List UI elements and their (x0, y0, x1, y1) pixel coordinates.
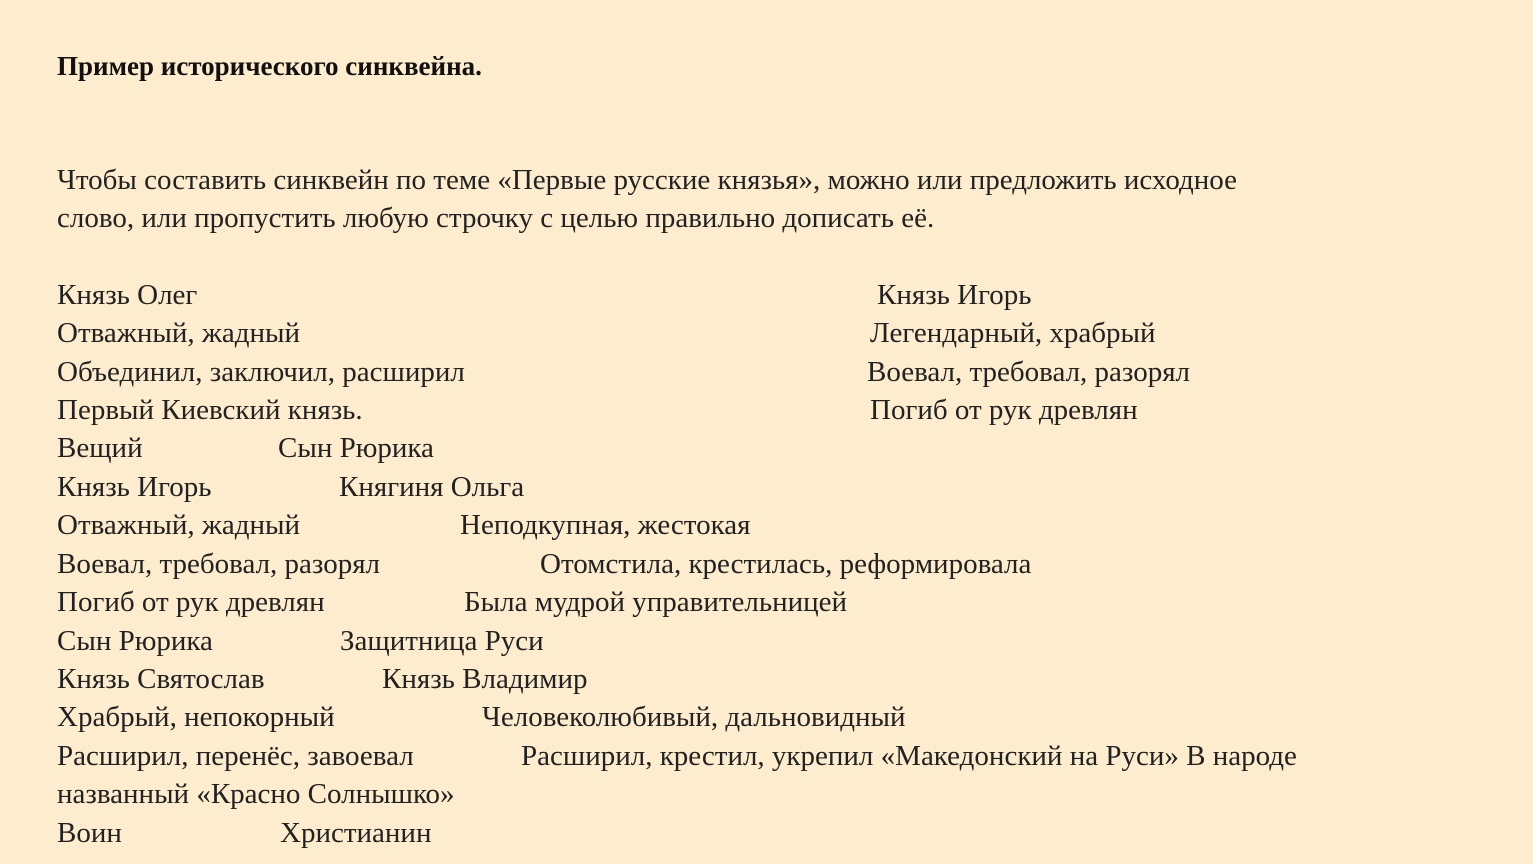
igor-right-line-3: Воевал, требовал, разорял (867, 356, 1191, 388)
oleg-line-2: Отважный, жадный (57, 317, 301, 349)
igor-right-line-2: Легендарный, храбрый (870, 317, 1156, 349)
oleg-line-5: Вещий (57, 432, 143, 464)
vladimir-line-5: Христианин (280, 817, 432, 849)
igor-right-line-1: Князь Игорь (877, 279, 1032, 311)
igor-line-5: Сын Рюрика (57, 625, 213, 657)
oleg-line-5b: Сын Рюрика (278, 432, 434, 464)
oleg-line-1: Князь Олег (57, 279, 198, 311)
svyatoslav-line-1: Князь Святослав (57, 663, 265, 695)
olga-line-5: Защитница Руси (340, 625, 544, 657)
vladimir-line-4: названный «Красно Солнышко» (57, 778, 455, 810)
svyatoslav-line-3: Расширил, перенёс, завоевал (57, 740, 414, 772)
olga-line-2: Неподкупная, жестокая (460, 509, 751, 541)
vladimir-line-2: Человеколюбивый, дальновидный (482, 701, 906, 733)
olga-line-1: Княгиня Ольга (339, 471, 525, 503)
oleg-line-3: Объединил, заключил, расширил (57, 356, 465, 388)
olga-line-3: Отомстила, крестилась, реформировала (540, 548, 1032, 580)
igor-line-1: Князь Игорь (57, 471, 212, 503)
intro-line-1: Чтобы составить синквейн по теме «Первые русские князья», можно или предложить исходное (57, 164, 1237, 196)
svyatoslav-line-5: Воин (57, 817, 122, 849)
igor-line-3: Воевал, требовал, разорял (57, 548, 381, 580)
igor-right-line-4: Погиб от рук древлян (870, 394, 1138, 426)
olga-line-4: Была мудрой управительницей (464, 586, 848, 618)
igor-line-4: Погиб от рук древлян (57, 586, 325, 618)
vladimir-line-1: Князь Владимир (382, 663, 588, 695)
page-title: Пример исторического синквейна. (57, 51, 482, 81)
oleg-line-4: Первый Киевский князь. (57, 394, 363, 426)
intro-line-2: слово, или пропустить любую строчку с целью правильно дописать её. (57, 202, 935, 234)
igor-line-2: Отважный, жадный (57, 509, 301, 541)
vladimir-line-3: Расширил, крестил, укрепил «Македонский на Руси» В народе (521, 740, 1297, 772)
svyatoslav-line-2: Храбрый, непокорный (57, 701, 335, 733)
